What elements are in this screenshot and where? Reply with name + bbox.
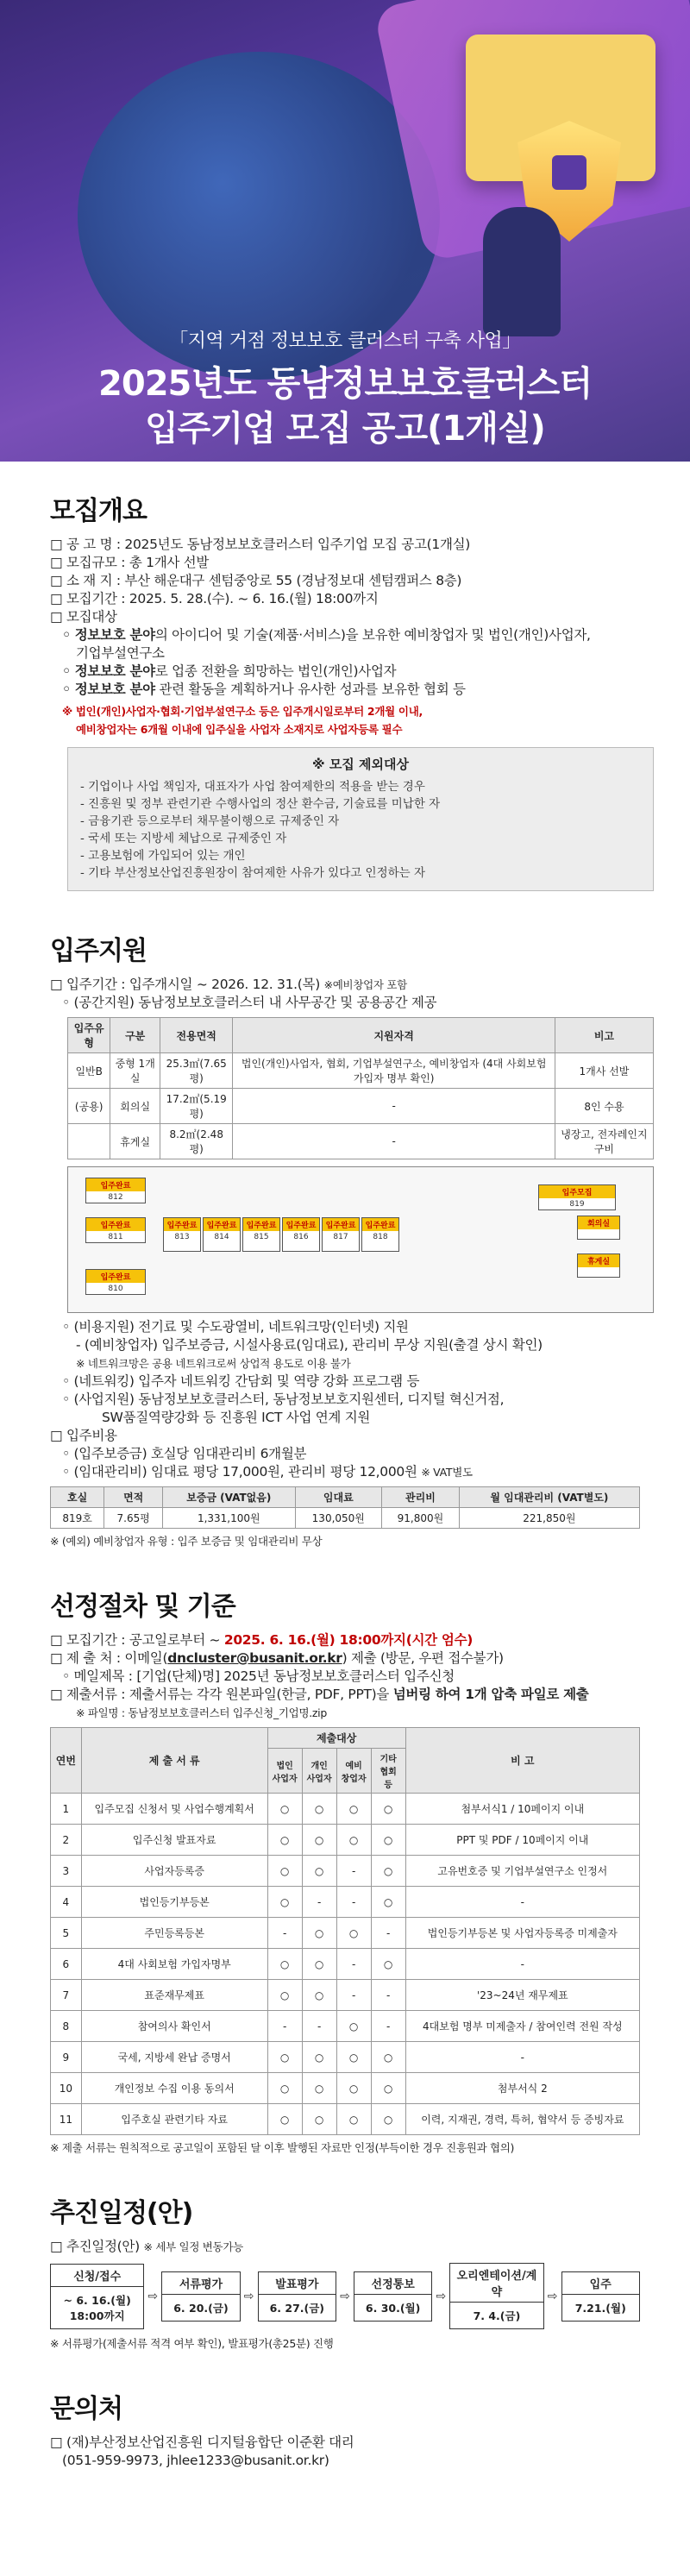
doc-cell: ○	[267, 1980, 302, 2011]
exclusion-item: - 국세 또는 지방세 체납으로 규제중인 자	[80, 832, 287, 845]
section-title: 추진일정(안)	[50, 2198, 193, 2228]
cost-table-cell: 819호	[51, 1508, 104, 1529]
doc-cell: ○	[371, 2042, 405, 2073]
target-desc: 로 업종 전환을 희망하는 법인(개인)사업자	[154, 663, 397, 679]
vat-note: ※ VAT별도	[421, 1466, 473, 1479]
doc-cell: ○	[302, 1980, 336, 2011]
doc-cell: 4대보험 명부 미제출자 / 참여인력 전원 작성	[405, 2011, 639, 2042]
doc-cell: 입주호실 관련기타 자료	[81, 2104, 267, 2135]
cost-table-header: 관리비	[382, 1487, 460, 1508]
doc-cell: ○	[371, 2073, 405, 2104]
floor-room	[85, 1269, 146, 1295]
floor-room	[85, 1178, 146, 1203]
recruit-period: □ 모집기간 : 2025. 5. 28.(수). ~ 6. 16.(월) 18:00까지	[50, 591, 379, 606]
doc-cell: 이력, 지재권, 경력, 특허, 협약서 등 증빙자료	[405, 2104, 639, 2135]
recruit-scale: □ 모집규모 : 총 1개사 선발	[50, 555, 210, 570]
floor-room	[203, 1217, 241, 1252]
cost-support: ◦ (비용지원) 전기료 및 수도광열비, 네트워크망(인터넷) 지원	[62, 1319, 409, 1335]
doc-cell: 8	[51, 2011, 82, 2042]
business-support-cont: SW품질역량강화 등 진흥원 ICT 사업 연계 지원	[102, 1410, 371, 1425]
submit-docs-emph: 넘버링 하여 1개 압축 파일로 제출	[392, 1687, 589, 1702]
doc-cell: 표준재무제표	[81, 1980, 267, 2011]
room-number: 817	[333, 1233, 348, 1241]
room-status: 입주완료	[86, 1218, 145, 1231]
step-title: 서류평가	[162, 2272, 239, 2295]
doc-cell: -	[302, 1887, 336, 1918]
space-table-header: 입주유형	[68, 1018, 110, 1053]
flow-arrow-icon: ⇨	[340, 2289, 350, 2303]
room-number: 813	[174, 1233, 190, 1241]
lock-icon	[552, 155, 586, 190]
step-title: 입주	[562, 2272, 639, 2295]
doc-cell: 법인등기부등본	[81, 1887, 267, 1918]
selection-section	[0, 1585, 690, 2157]
schedule-step	[449, 2263, 543, 2329]
doc-cell: ○	[302, 1825, 336, 1856]
doc-cell: ○	[267, 1856, 302, 1887]
step-date: 6. 30.(월)	[365, 2301, 421, 2315]
deposit: ◦ (입주보증금) 호실당 임대관리비 6개월분	[62, 1446, 307, 1461]
floor-plan	[67, 1166, 654, 1313]
notice-name: □ 공 고 명 : 2025년도 동남정보보호클러스터 입주기업 모집 공고(1개실)	[50, 537, 471, 552]
space-table-cell	[68, 1124, 110, 1159]
startup-support: - (예비창업자) 입주보증금, 시설사용료(임대료), 관리비 무상 지원(출결 상시 확인)	[76, 1337, 543, 1353]
doc-cell: ○	[336, 2011, 371, 2042]
doc-cell: -	[267, 2011, 302, 2042]
residency-cost: □ 입주비용	[50, 1428, 117, 1443]
room-status: 입주모집	[539, 1185, 615, 1198]
selection-period	[50, 1631, 640, 1649]
doc-cell: 입주신청 발표자료	[81, 1825, 267, 1856]
doc-header-row	[51, 1728, 640, 1749]
doc-cell: ○	[371, 1949, 405, 1980]
flow-arrow-icon: ⇨	[147, 2289, 159, 2303]
step-title: 신청/접수	[51, 2265, 143, 2287]
doc-cell: ○	[302, 1794, 336, 1825]
flow-arrow-icon: ⇨	[243, 2289, 254, 2303]
space-table-cell: 휴게실	[110, 1124, 160, 1159]
doc-cell: 참여의사 확인서	[81, 2011, 267, 2042]
room-number: 814	[214, 1233, 229, 1241]
doc-cell: -	[371, 2011, 405, 2042]
cost-table-header: 월 임대관리비 (VAT별도)	[459, 1487, 639, 1508]
submit-email-link[interactable]: dncluster@busanit.or.kr	[167, 1650, 342, 1666]
doc-cell: -	[336, 1980, 371, 2011]
doc-cell: ○	[371, 1825, 405, 1856]
space-table-row	[68, 1089, 654, 1124]
room-status: 입주완료	[243, 1218, 279, 1231]
exclusion-item: - 기업이나 사업 책임자, 대표자가 사업 참여제한의 적용을 받는 경우	[80, 780, 425, 794]
schedule-step	[50, 2264, 144, 2329]
contact-section	[0, 2387, 690, 2470]
doc-row	[51, 1825, 640, 1856]
floor-room	[282, 1217, 320, 1252]
room-status: 입주완료	[86, 1178, 145, 1191]
space-support: ◦ (공간지원) 동남정보보호클러스터 내 사무공간 및 공용공간 제공	[62, 995, 437, 1010]
doc-cell: 사업자등록증	[81, 1856, 267, 1887]
room-status: 입주완료	[283, 1218, 319, 1231]
space-table-cell: 중형 1개실	[110, 1053, 160, 1089]
filename-note: ※ 파일명 : 동남정보보호클러스터 입주신청_기업명.zip	[76, 1706, 327, 1719]
step-date: 6. 27.(금)	[269, 2301, 325, 2315]
residency-note: ※예비창업자 포함	[323, 978, 407, 991]
cost-table-cell: 1,331,100원	[163, 1508, 295, 1529]
exclusion-item: - 금융기관 등으로부터 채무불이행으로 규제중인 자	[80, 814, 340, 828]
space-table-cell: 25.3㎡(7.65평)	[160, 1053, 233, 1089]
section-title: 문의처	[50, 2394, 122, 2424]
doc-cell: 11	[51, 2104, 82, 2135]
doc-row	[51, 2104, 640, 2135]
floor-room	[163, 1217, 201, 1252]
exclusion-list	[80, 778, 641, 882]
schedule-step	[258, 2271, 336, 2322]
networking-support: ◦ (네트워킹) 입주자 네트워킹 간담회 및 역량 강화 프로그램 등	[62, 1373, 420, 1389]
doc-cell: 주민등록등본	[81, 1918, 267, 1949]
doc-cell: 10	[51, 2073, 82, 2104]
section-title: 선정절차 및 기준	[50, 1592, 235, 1622]
flow-arrow-icon: ⇨	[436, 2289, 447, 2303]
doc-cell: ○	[267, 1825, 302, 1856]
doc-cell: ○	[302, 2104, 336, 2135]
schedule-step	[354, 2271, 432, 2322]
doc-cell: ○	[336, 2073, 371, 2104]
exclusion-item: - 진흥원 및 정부 관련기관 수행사업의 정산 환수금, 기술료를 미납한 자	[80, 797, 441, 811]
doc-subheader: 기타 협회 등	[371, 1749, 405, 1794]
doc-cell: -	[371, 1918, 405, 1949]
schedule-section	[0, 2191, 690, 2353]
target-key: ◦ 정보보호 분야	[62, 663, 155, 679]
doc-header: 제출대상	[267, 1728, 405, 1749]
target-item	[50, 681, 640, 699]
target-key: ◦ 정보보호 분야	[62, 627, 155, 643]
cost-table-header: 면적	[104, 1487, 163, 1508]
doc-row	[51, 1856, 640, 1887]
doc-row	[51, 2011, 640, 2042]
doc-subheader: 예비 창업자	[336, 1749, 371, 1794]
doc-cell: 6	[51, 1949, 82, 1980]
floor-room	[538, 1184, 616, 1210]
schedule-step	[561, 2271, 640, 2322]
target-item-cont: 기업부설연구소	[76, 645, 165, 661]
submit-docs-text: □ 제출서류 : 제출서류는 각각 원본파일(한글, PDF, PPT)을	[50, 1687, 393, 1702]
step-date: 6. 20.(금)	[173, 2301, 229, 2315]
step-title: 발표평가	[259, 2272, 336, 2295]
cost-table-cell: 130,050원	[295, 1508, 382, 1529]
residency-period	[50, 976, 640, 994]
room-status: 입주완료	[362, 1218, 398, 1231]
doc-cell: -	[405, 1887, 639, 1918]
doc-row	[51, 1887, 640, 1918]
room-number: 819	[569, 1200, 585, 1209]
cost-exception-note: ※ (예외) 예비창업자 유형 : 입주 보증금 및 임대관리비 무상	[50, 1535, 323, 1548]
space-table-header: 구분	[110, 1018, 160, 1053]
space-table-cell: 17.2㎡(5.19평)	[160, 1089, 233, 1124]
doc-cell: 국세, 지방세 완납 증명서	[81, 2042, 267, 2073]
document-footnote: ※ 제출 서류는 원칙적으로 공고일이 포함된 달 이후 발행된 자료만 인정(부득이한 경우 진흥원과 협의)	[50, 2141, 515, 2154]
schedule-step	[161, 2271, 240, 2322]
room-number: 816	[293, 1233, 309, 1241]
space-table-cell: 냉장고, 전자레인지 구비	[555, 1124, 653, 1159]
schedule-note: ※ 세부 일정 변동가능	[143, 2240, 243, 2253]
space-table-cell: 8인 수용	[555, 1089, 653, 1124]
rent-fee	[50, 1463, 640, 1481]
target-item	[50, 663, 640, 681]
doc-cell: '23~24년 재무제표	[405, 1980, 639, 2011]
doc-cell: ○	[267, 2104, 302, 2135]
doc-row	[51, 2073, 640, 2104]
hero-title-line2: 입주기업 모집 공고(1개실)	[145, 409, 545, 449]
flow-arrow-icon: ⇨	[547, 2289, 558, 2303]
doc-cell: 5	[51, 1918, 82, 1949]
floor-room	[242, 1217, 280, 1252]
doc-cell: ○	[267, 1887, 302, 1918]
doc-cell: 법인등기부등본 및 사업자등록증 미제출자	[405, 1918, 639, 1949]
doc-cell: 입주모집 신청서 및 사업수행계획서	[81, 1794, 267, 1825]
room-number: 818	[373, 1233, 388, 1241]
floor-room	[577, 1216, 620, 1240]
space-table-cell: 회의실	[110, 1089, 160, 1124]
registration-note-cont: 예비창업자는 6개월 이내에 입주실을 사업자 소재지로 사업자등록 필수	[76, 723, 403, 736]
doc-cell: ○	[267, 2073, 302, 2104]
space-table-header: 비고	[555, 1018, 653, 1053]
doc-row	[51, 1980, 640, 2011]
doc-cell: ○	[302, 2073, 336, 2104]
hero-title-line1: 2025년도 동남정보보호클러스터	[98, 364, 592, 404]
cost-table	[50, 1486, 640, 1529]
doc-cell: 7	[51, 1980, 82, 2011]
doc-cell: ○	[302, 2042, 336, 2073]
doc-cell: 1	[51, 1794, 82, 1825]
selection-period-label: □ 모집기간 : 공고일로부터 ~	[50, 1632, 224, 1648]
doc-cell: 4	[51, 1887, 82, 1918]
space-table-cell: (공용)	[68, 1089, 110, 1124]
doc-cell: ○	[267, 1949, 302, 1980]
room-status: 입주완료	[164, 1218, 200, 1231]
schedule-label	[50, 2238, 640, 2256]
step-date: 7. 4.(금)	[473, 2309, 521, 2322]
doc-header: 비 고	[405, 1728, 639, 1794]
room-status: 회의실	[578, 1216, 619, 1229]
submit-method: ) 제출 (방문, 우편 접수불가)	[342, 1650, 504, 1666]
business-support: ◦ (사업지원) 동남정보보호클러스터, 동남정보보호지원센터, 디지털 혁신거점,	[62, 1392, 505, 1407]
doc-row	[51, 1794, 640, 1825]
doc-cell: -	[302, 2011, 336, 2042]
doc-cell: -	[336, 1949, 371, 1980]
target-item	[50, 626, 640, 644]
exclusion-item: - 기타 부산정보산업진흥원장이 참여제한 사유가 있다고 인정하는 자	[80, 866, 426, 880]
submit-docs	[50, 1686, 640, 1704]
doc-table-wrap	[50, 1727, 640, 2135]
cost-table-cell: 7.65평	[104, 1508, 163, 1529]
exclusion-item: - 고용보험에 가입되어 있는 개인	[80, 849, 246, 863]
network-note: ※ 네트워크망은 공용 네트워크로써 상업적 용도로 이용 불가	[76, 1357, 351, 1370]
cost-table-cell: 91,800원	[382, 1508, 460, 1529]
submit-to	[50, 1649, 640, 1668]
doc-cell: ○	[302, 1918, 336, 1949]
cost-table-header: 호실	[51, 1487, 104, 1508]
space-table-header: 지원자격	[233, 1018, 555, 1053]
doc-cell: 2	[51, 1825, 82, 1856]
floor-room	[577, 1253, 620, 1278]
recruit-target: □ 모집대상	[50, 609, 117, 625]
doc-cell: -	[405, 1949, 639, 1980]
doc-cell: ○	[267, 1794, 302, 1825]
space-table-cell: -	[233, 1089, 555, 1124]
space-table-cell: 일반B	[68, 1053, 110, 1089]
document-table	[50, 1727, 640, 2135]
exclusion-box	[67, 747, 654, 891]
doc-cell: 첨부서식 2	[405, 2073, 639, 2104]
doc-cell: ○	[371, 2104, 405, 2135]
doc-cell: -	[371, 1980, 405, 2011]
overview-section	[0, 489, 690, 891]
doc-cell: 개인정보 수집 이용 동의서	[81, 2073, 267, 2104]
doc-cell: ○	[267, 2042, 302, 2073]
doc-cell: -	[267, 1918, 302, 1949]
hero-subtitle: 「지역 거점 정보보호 클러스터 구축 사업」	[169, 330, 521, 352]
step-date: ~ 6. 16.(월) 18:00까지	[63, 2293, 131, 2322]
doc-cell: 첨부서식1 / 10페이지 이내	[405, 1794, 639, 1825]
doc-subheader: 법인 사업자	[267, 1749, 302, 1794]
space-table	[67, 1017, 654, 1159]
room-status: 입주완료	[204, 1218, 240, 1231]
doc-cell: -	[336, 1856, 371, 1887]
room-number: 815	[254, 1233, 269, 1241]
mail-subject: ◦ 메일제목 : [기업(단체)명] 2025년 동남정보보호클러스터 입주신청	[62, 1668, 455, 1684]
evaluation-note: ※ 서류평가(제출서류 적격 여부 확인), 발표평가(총25분) 진행	[50, 2337, 334, 2350]
target-desc: 관련 활동을 계획하거나 유사한 성과를 보유한 협회 등	[154, 682, 466, 697]
doc-cell: ○	[336, 1918, 371, 1949]
doc-cell: 4대 사회보험 가입자명부	[81, 1949, 267, 1980]
doc-cell: -	[405, 2042, 639, 2073]
schedule-flow	[50, 2263, 640, 2329]
support-section	[0, 929, 690, 1550]
doc-row	[51, 2042, 640, 2073]
space-table-wrap	[67, 1017, 654, 1159]
space-table-header: 전용면적	[160, 1018, 233, 1053]
space-table-row	[68, 1124, 654, 1159]
room-status: 휴게실	[578, 1254, 619, 1267]
step-title: 오리엔테이션/계약	[450, 2264, 543, 2303]
doc-cell: ○	[371, 1887, 405, 1918]
doc-cell: ○	[371, 1794, 405, 1825]
hero-banner	[0, 0, 690, 462]
residency-period-text: □ 입주기간 : 입주개시일 ~ 2026. 12. 31.(목)	[50, 977, 320, 992]
target-desc: 의 아이디어 및 기술(제품·서비스)을 보유한 예비창업자 및 법인(개인)사업자,	[154, 627, 591, 643]
doc-subheader: 개인 사업자	[302, 1749, 336, 1794]
doc-cell: ○	[336, 2042, 371, 2073]
space-table-cell: 법인(개인)사업자, 협회, 기업부설연구소, 예비창업자 (4대 사회보험 가입자 명부 확인)	[233, 1053, 555, 1089]
room-number: 811	[108, 1233, 123, 1241]
target-key: ◦ 정보보호 분야	[62, 682, 155, 697]
deadline: 2025. 6. 16.(월) 18:00까지(시간 엄수)	[223, 1632, 474, 1648]
room-number: 812	[108, 1193, 123, 1202]
rent-fee-text: ◦ (임대관리비) 임대료 평당 17,000원, 관리비 평당 12,000원	[62, 1464, 417, 1480]
contact-info: (051-959-9973, jhlee1233@busanit.or.kr)	[62, 2453, 329, 2468]
location: □ 소 재 지 : 부산 해운대구 센텀중앙로 55 (경남정보대 센텀캠퍼스 8층)	[50, 573, 462, 588]
doc-header: 제 출 서 류	[81, 1728, 267, 1794]
doc-cell: PPT 및 PDF / 10페이지 이내	[405, 1825, 639, 1856]
section-title: 입주지원	[50, 936, 147, 966]
cost-table-header: 임대료	[295, 1487, 382, 1508]
doc-cell: ○	[302, 1856, 336, 1887]
exclusion-title: ※ 모집 제외대상	[312, 757, 409, 772]
space-table-row	[68, 1053, 654, 1089]
doc-header: 연번	[51, 1728, 82, 1794]
room-number	[578, 1267, 619, 1269]
step-date: 7.21.(월)	[574, 2301, 626, 2315]
schedule-label-text: □ 추진일정(안)	[50, 2239, 140, 2254]
room-status: 입주완료	[323, 1218, 359, 1231]
floor-room	[322, 1217, 360, 1252]
room-number	[578, 1229, 619, 1231]
cost-table-cell: 221,850원	[459, 1508, 639, 1529]
floor-room	[85, 1217, 146, 1243]
space-table-cell: 1개사 선발	[555, 1053, 653, 1089]
doc-cell: 고유번호증 및 기업부설연구소 인정서	[405, 1856, 639, 1887]
submit-label: □ 제 출 처 : 이메일(	[50, 1650, 168, 1666]
space-table-cell: -	[233, 1124, 555, 1159]
step-title: 선정통보	[354, 2272, 431, 2295]
room-status: 입주완료	[86, 1270, 145, 1283]
cost-table-header: 보증금 (VAT없음)	[163, 1487, 295, 1508]
doc-cell: ○	[371, 1856, 405, 1887]
doc-cell: 9	[51, 2042, 82, 2073]
contact-person: □ (재)부산정보산업진흥원 디지털융합단 이준환 대리	[50, 2435, 354, 2450]
doc-row	[51, 1949, 640, 1980]
doc-cell: 3	[51, 1856, 82, 1887]
doc-cell: -	[336, 1887, 371, 1918]
doc-cell: ○	[336, 1825, 371, 1856]
doc-row	[51, 1918, 640, 1949]
room-number: 810	[108, 1285, 123, 1293]
person-illustration	[483, 207, 561, 336]
section-title: 모집개요	[50, 496, 147, 526]
registration-note: ※ 법인(개인)사업자·협회·기업부설연구소 등은 입주개시일로부터 2개월 이내,	[62, 705, 423, 718]
cost-table-wrap	[50, 1486, 640, 1529]
doc-cell: ○	[336, 1794, 371, 1825]
space-table-cell: 8.2㎡(2.48평)	[160, 1124, 233, 1159]
doc-cell: ○	[336, 2104, 371, 2135]
doc-cell: ○	[302, 1949, 336, 1980]
floor-room	[361, 1217, 399, 1252]
